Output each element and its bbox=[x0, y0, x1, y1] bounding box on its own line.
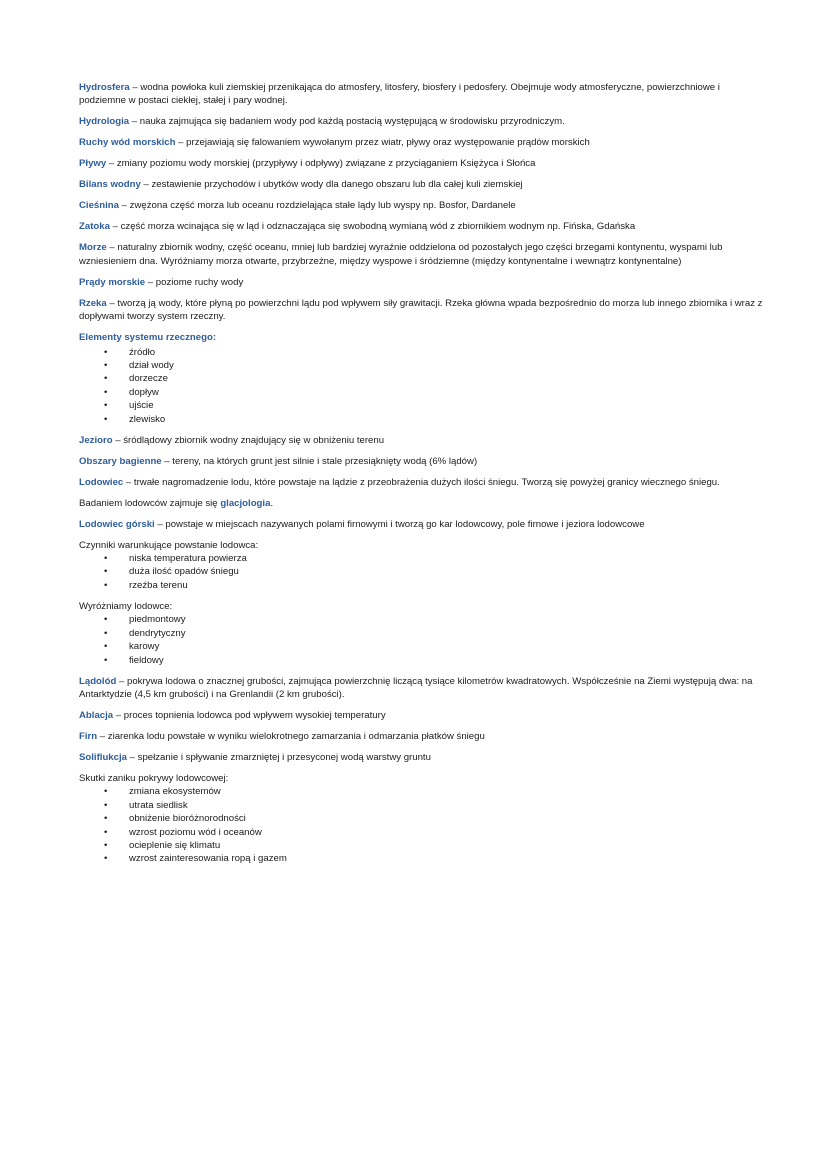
definition-term: Firn bbox=[79, 730, 98, 742]
definition-paragraph bbox=[79, 297, 769, 324]
definition-text: – śródlądowy zbiornik wodny znajdujący się w obniżeniu terenu bbox=[112, 434, 385, 446]
bullet-icon: • bbox=[104, 813, 108, 825]
list-item-text: wzrost poziomu wód i oceanów bbox=[129, 826, 262, 838]
definition-text: – pokrywa lodowa o znacznej grubości, zajmująca powierzchnię liczącą tysiące kilometrów kwadratowych. Współcześnie na Ziemi występują dwa: na Antarktydzie (4,5 km grubości) i na Grenlandii (2 km grubości). bbox=[79, 675, 753, 700]
definition-paragraph bbox=[79, 241, 769, 268]
definition-paragraph bbox=[79, 199, 769, 212]
document-page bbox=[79, 81, 769, 873]
river-system-section bbox=[79, 331, 769, 426]
definition-term: Soliflukcja bbox=[79, 751, 127, 763]
bullet-icon: • bbox=[104, 627, 108, 639]
definition-paragraph bbox=[79, 675, 769, 702]
bullet-icon: • bbox=[104, 400, 108, 412]
glacier-types-section bbox=[79, 600, 769, 667]
glacier-factors-intro: Czynniki warunkujące powstanie lodowca: bbox=[79, 539, 259, 551]
bullet-icon: • bbox=[104, 799, 108, 811]
list-item bbox=[79, 839, 769, 852]
list-item-text: zmiana ekosystemów bbox=[129, 786, 221, 798]
definition-text: – nauka zajmująca się badaniem wody pod każdą postacią występującą w środowisku przyrodniczym. bbox=[129, 116, 565, 128]
list-item-text: dorzecze bbox=[129, 373, 168, 385]
definition-term: Hydrologia bbox=[79, 116, 130, 128]
definition-paragraph bbox=[79, 455, 769, 468]
list-item bbox=[79, 359, 769, 372]
list-item bbox=[79, 552, 769, 565]
list-item-text: dział wody bbox=[129, 360, 174, 372]
list-item-text: niska temperatura powierza bbox=[129, 553, 247, 565]
list-item bbox=[79, 785, 769, 798]
glaciology-term: glacjologia bbox=[220, 497, 271, 509]
river-system-heading: Elementy systemu rzecznego: bbox=[79, 332, 217, 344]
definition-text: – wodna powłoka kuli ziemskiej przenikająca do atmosfery, litosfery, biosfery i pedosfery. Obejmuje wody atmosferyczne, powierzchniowe i podziemne w postaci ciekłej, stałej i pary wodnej. bbox=[79, 82, 720, 107]
definition-text: – tworzą ją wody, które płyną po powierzchni lądu pod wpływem siły grawitacji. Rzeka główna wpada bezpośrednio do morza lub innego zbiornika i wraz z dopływami tworzy system rzeczny. bbox=[79, 297, 763, 323]
list-item-text: duża ilość opadów śniegu bbox=[129, 566, 239, 578]
definition-term: Zatoka bbox=[79, 221, 110, 233]
ice-loss-effects-intro: Skutki zaniku pokrywy lodowcowej: bbox=[79, 772, 229, 784]
definition-text: – tereny, na których grunt jest silnie i stale przesiąknięty wodą (6% lądów) bbox=[161, 455, 478, 467]
list-item bbox=[79, 579, 769, 592]
glacier-types-list bbox=[79, 613, 769, 667]
bullet-icon: • bbox=[104, 826, 108, 838]
list-item-text: zlewisko bbox=[129, 413, 166, 425]
definition-paragraph bbox=[79, 157, 769, 170]
definitions-section-c bbox=[79, 675, 769, 765]
bullet-icon: • bbox=[104, 360, 108, 372]
list-item bbox=[79, 640, 769, 653]
definition-term: Hydrosfera bbox=[79, 82, 130, 93]
definition-term: Lądolód bbox=[79, 675, 117, 687]
definition-paragraph bbox=[79, 115, 769, 128]
list-item-text: obniżenie bioróżnorodności bbox=[129, 813, 246, 825]
list-item-text: karowy bbox=[129, 641, 160, 653]
definition-text: – zmiany poziomu wody morskiej (przypływy i odpływy) związane z przyciąganiem Księżyca i Słońca bbox=[106, 158, 536, 170]
list-item bbox=[79, 613, 769, 626]
definition-paragraph bbox=[79, 434, 769, 447]
list-item-text: dopływ bbox=[129, 386, 159, 398]
list-item-text: fieldowy bbox=[129, 654, 164, 666]
definition-text: – ziarenka lodu powstałe w wyniku wielokrotnego zamarzania i odmarzania płatków śniegu bbox=[97, 730, 485, 742]
definition-text: – trwałe nagromadzenie lodu, które powstaje na lądzie z przeobrażenia dużych ilości śniegu. Tworzą się powyżej granicy wiecznego śniegu. bbox=[123, 476, 720, 488]
bullet-icon: • bbox=[104, 654, 108, 666]
list-item-text: utrata siedlisk bbox=[129, 799, 188, 811]
list-item bbox=[79, 826, 769, 839]
bullet-icon: • bbox=[104, 346, 108, 358]
bullet-icon: • bbox=[104, 553, 108, 565]
definition-paragraph bbox=[79, 178, 769, 191]
list-item-text: ocieplenie się klimatu bbox=[129, 839, 221, 851]
list-item bbox=[79, 812, 769, 825]
ice-loss-effects-list bbox=[79, 785, 769, 865]
list-item bbox=[79, 372, 769, 385]
list-item-text: piedmontowy bbox=[129, 614, 186, 626]
list-item-text: źródło bbox=[129, 346, 156, 358]
list-item bbox=[79, 413, 769, 426]
definition-paragraph bbox=[79, 220, 769, 233]
definition-term: Ruchy wód morskich bbox=[79, 137, 176, 149]
definition-paragraph bbox=[79, 751, 769, 764]
list-item bbox=[79, 654, 769, 667]
definition-term: Prądy morskie bbox=[79, 276, 146, 288]
definition-paragraph bbox=[79, 136, 769, 149]
glaciology-suffix: . bbox=[270, 497, 274, 509]
list-item bbox=[79, 627, 769, 640]
mountain-glacier-term: Lodowiec górski bbox=[79, 518, 155, 530]
list-item bbox=[79, 346, 769, 359]
definition-term: Cieśnina bbox=[79, 200, 119, 212]
list-item-text: dendrytyczny bbox=[129, 627, 186, 639]
list-item bbox=[79, 852, 769, 865]
bullet-icon: • bbox=[104, 786, 108, 798]
glacier-factors-list bbox=[79, 552, 769, 592]
definition-paragraph bbox=[79, 81, 769, 108]
definition-text: – proces topnienia lodowca pod wpływem wysokiej temperatury bbox=[113, 709, 386, 721]
definition-term: Pływy bbox=[79, 158, 107, 170]
list-item bbox=[79, 565, 769, 578]
list-item bbox=[79, 399, 769, 412]
definition-text: – poziome ruchy wody bbox=[145, 276, 244, 288]
mountain-glacier-paragraph bbox=[79, 518, 769, 531]
list-item bbox=[79, 799, 769, 812]
definition-term: Bilans wodny bbox=[79, 179, 141, 191]
bullet-icon: • bbox=[104, 566, 108, 578]
definition-term: Lodowiec bbox=[79, 476, 124, 488]
bullet-icon: • bbox=[104, 386, 108, 398]
definition-term: Ablacja bbox=[79, 709, 114, 721]
definition-paragraph bbox=[79, 709, 769, 722]
definitions-section-a bbox=[79, 81, 769, 324]
definition-paragraph bbox=[79, 730, 769, 743]
glacier-factors-section bbox=[79, 539, 769, 593]
definition-term: Jezioro bbox=[79, 434, 113, 446]
bullet-icon: • bbox=[104, 413, 108, 425]
list-item-text: wzrost zainteresowania ropą i gazem bbox=[129, 853, 287, 865]
bullet-icon: • bbox=[104, 839, 108, 851]
mountain-glacier-text: – powstaje w miejscach nazywanych polami firnowymi i tworzą go kar lodowcowy, pole firnowe i jeziora lodowcowe bbox=[154, 518, 645, 530]
definitions-section-b bbox=[79, 434, 769, 489]
definition-text: – naturalny zbiornik wodny, część oceanu, mniej lub bardziej wyraźnie oddzielona od pozostałych jego części brzegami kontynentu, wyspami lub wzniesieniem dna. Wyróżniamy morza otwarte, przybrzeżne, między wyspowe i śródziemne (między kontynentalne i wewnątrz kontynentalne) bbox=[79, 242, 723, 267]
list-item-text: ujście bbox=[129, 400, 154, 412]
bullet-icon: • bbox=[104, 373, 108, 385]
definition-text: – zestawienie przychodów i ubytków wody dla danego obszaru lub dla całej kuli ziemskiej bbox=[140, 179, 523, 191]
definition-paragraph bbox=[79, 276, 769, 289]
bullet-icon: • bbox=[104, 579, 108, 591]
glaciology-paragraph bbox=[79, 497, 769, 510]
definition-text: – zwężona część morza lub oceanu rozdzielająca stałe lądy lub wyspy np. Bosfor, Dardanele bbox=[119, 200, 516, 212]
ice-loss-effects-section bbox=[79, 772, 769, 866]
bullet-icon: • bbox=[104, 641, 108, 653]
glacier-types-intro: Wyróżniamy lodowce: bbox=[79, 600, 173, 612]
bullet-icon: • bbox=[104, 853, 108, 865]
definition-paragraph bbox=[79, 476, 769, 489]
definition-term: Rzeka bbox=[79, 297, 107, 309]
definition-text: – przejawiają się falowaniem wywołanym przez wiatr, pływy oraz występowanie prądów morskich bbox=[175, 137, 590, 149]
definition-text: – część morza wcinająca się w ląd i odznaczająca się swobodną wymianą wód z zbiornikiem wodnym np. Fińska, Gdańska bbox=[109, 221, 636, 233]
list-item bbox=[79, 386, 769, 399]
list-item-text: rzeźba terenu bbox=[129, 579, 188, 591]
definition-term: Obszary bagienne bbox=[79, 455, 162, 467]
definition-text: – spełzanie i spływanie zmarzniętej i przesyconej wodą warstwy gruntu bbox=[126, 751, 431, 763]
river-system-list bbox=[79, 346, 769, 426]
definition-term: Morze bbox=[79, 242, 107, 254]
bullet-icon: • bbox=[104, 614, 108, 626]
glaciology-prefix: Badaniem lodowców zajmuje się bbox=[79, 497, 221, 509]
